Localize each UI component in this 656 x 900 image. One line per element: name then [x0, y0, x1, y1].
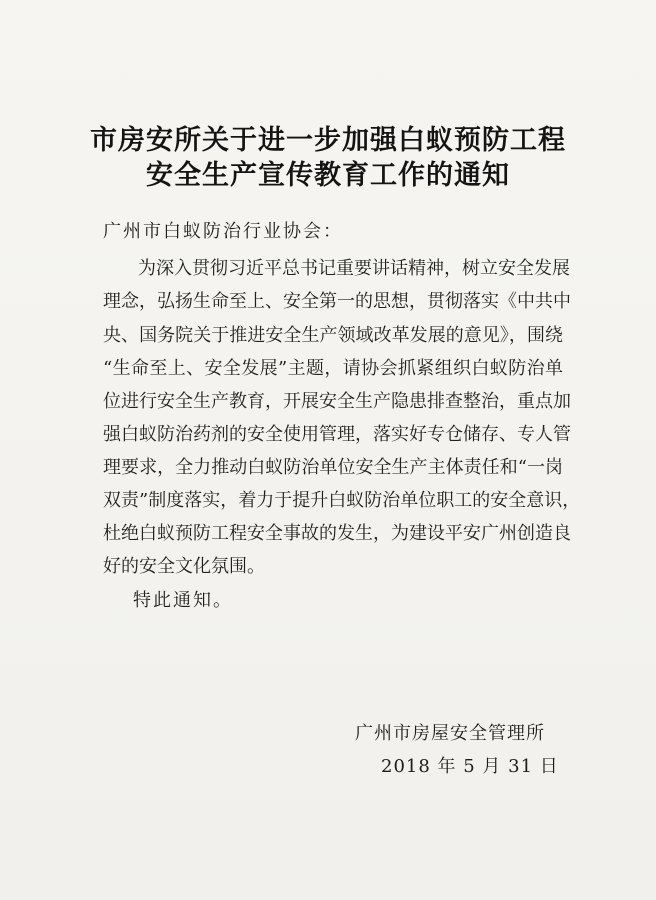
signature-organization: 广州市房屋安全管理所: [355, 723, 545, 744]
document-title-line-2: 安全生产宣传教育工作的通知: [146, 160, 510, 191]
body-line-8: 双责”制度落实，着力于提升白蚁防治单位职工的安全意识，: [103, 490, 581, 511]
signature-date: 2018 年 5 月 31 日: [381, 756, 559, 777]
body-line-1: 为深入贯彻习近平总书记重要讲话精神，树立安全发展: [138, 258, 570, 279]
body-line-9: 杜绝白蚁预防工程安全事故的发生，为建设平安广州创造良: [103, 523, 571, 544]
closing-text: 特此通知。: [133, 590, 233, 611]
salutation: 广州市白蚁防治行业协会：: [103, 221, 343, 242]
body-line-3: 央、国务院关于推进安全生产领域改革发展的意见》，围绕: [103, 325, 563, 346]
body-line-4: “生命至上、安全发展”主题，请协会抓紧组织白蚁防治单: [103, 358, 563, 379]
body-line-7: 理要求，全力推动白蚁防治单位安全生产主体责任和“一岗: [103, 457, 563, 478]
document-title-line-1: 市房安所关于进一步加强白蚁预防工程: [90, 125, 566, 156]
body-line-2: 理念，弘扬生命至上、安全第一的思想，贯彻落实《中共中: [103, 291, 571, 312]
body-line-10: 好的安全文化氛围。: [103, 556, 265, 577]
body-line-6: 强白蚁防治药剂的安全使用管理，落实好专仓储存、专人管: [103, 424, 571, 445]
body-line-5: 位进行安全生产教育，开展安全生产隐患排查整治，重点加: [103, 391, 571, 412]
